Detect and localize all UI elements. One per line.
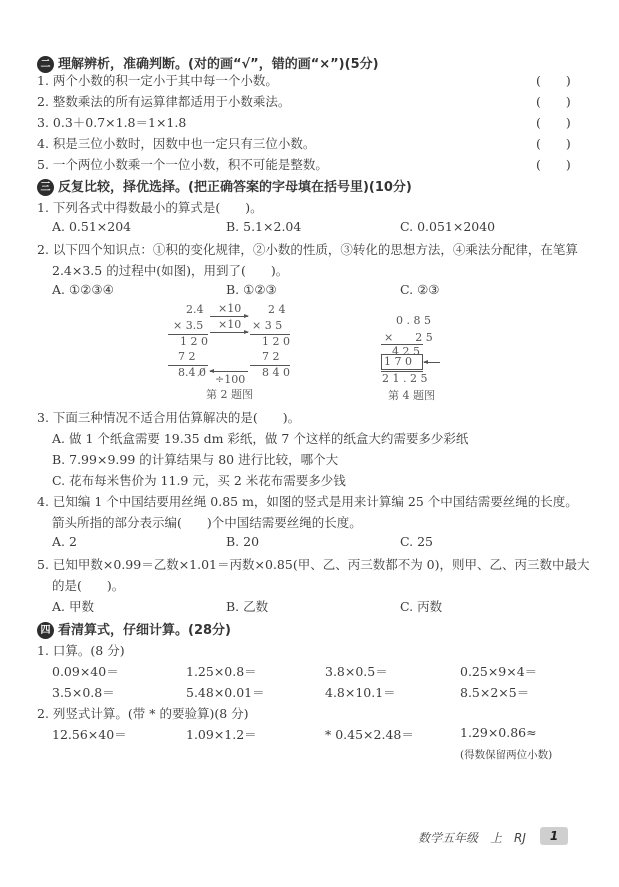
figure-caption: 第 2 题图	[206, 388, 253, 401]
section-2-header	[37, 53, 379, 73]
arrow-label: ÷100	[215, 373, 246, 386]
option-b: B. 7.99×9.99 的计算结果与 80 进行比较，哪个大	[52, 452, 339, 467]
section-title: 理解辨析，准确判断。(对的画“√”，错的画“×”)(5分)	[58, 57, 379, 72]
question-text-cont: 箭头所指的部分表示编( )个中国结需要丝绳的长度。	[52, 515, 362, 530]
option-a: A. 甲数	[52, 599, 94, 614]
section-number-badge: 三	[37, 179, 54, 196]
page-number: 1	[540, 827, 568, 845]
calc-line: 0 . 8 5	[396, 314, 431, 327]
calc-item: 5.48×0.01＝	[186, 685, 265, 700]
question-text: 5. 已知甲数×0.99＝乙数×1.01＝丙数×0.85(甲、乙、丙三数都不为 0)，则甲、乙、丙三数中最大	[37, 557, 590, 572]
calc-item: 0.25×9×4＝	[460, 664, 538, 679]
calc-line: 1 2 0	[180, 335, 208, 348]
option-b: B. ①②③	[226, 282, 277, 297]
calc-item: 1.09×1.2＝	[186, 727, 257, 742]
section-number-badge: 二	[37, 56, 54, 73]
calc-item: 3.5×0.8＝	[52, 685, 115, 700]
question-text: 5. 一个两位小数乘一个一位小数，积不可能是整数。	[37, 157, 328, 172]
figure-caption: 第 4 题图	[388, 389, 435, 402]
calc-item: 1.25×0.8＝	[186, 664, 257, 679]
answer-blank[interactable]: ( )	[536, 73, 571, 88]
calc-line: 2.4	[186, 303, 204, 316]
question-text: 3. 0.3＋0.7×1.8＝1×1.8	[37, 115, 187, 130]
section-3-header	[37, 176, 412, 196]
question-text: 4. 已知编 1 个中国结要用丝绳 0.85 m，如图的竖式是用来计算编 25 个中国结需要丝绳的长度。	[37, 494, 578, 509]
arrow-right-icon	[210, 332, 248, 333]
answer-blank[interactable]: ( )	[536, 94, 571, 109]
arrow-label: ×10	[218, 302, 242, 315]
section-number-badge: 四	[37, 622, 54, 639]
option-c: C. 25	[400, 534, 433, 549]
option-c: C. 花布每米售价为 11.9 元，买 2 米花布需要多少钱	[52, 473, 346, 488]
calc-line: 7 2	[262, 350, 280, 363]
question-text: 4. 积是三位小数时，因数中也一定只有三位小数。	[37, 136, 316, 151]
question-text: 2. 整数乘法的所有运算律都适用于小数乘法。	[37, 94, 291, 109]
calc-line: × 3 5	[252, 319, 283, 332]
option-c: C. 0.051×2040	[400, 219, 496, 234]
calc-line: 2 1 . 2 5	[382, 372, 428, 385]
book-label: 数学五年级 上 RJ	[418, 831, 526, 845]
option-b: B. 乙数	[226, 599, 269, 614]
arrow-right-icon	[210, 316, 248, 317]
option-a: A. 2	[52, 534, 77, 549]
calc-note: (得数保留两位小数)	[460, 749, 553, 761]
calc-line: × 3.5	[173, 319, 204, 332]
calc-line: 8 4 0	[262, 366, 290, 379]
section-4-header	[37, 619, 231, 639]
answer-blank[interactable]: ( )	[536, 115, 571, 130]
question-text: 3. 下面三种情况不适合用估算解决的是( )。	[37, 410, 301, 425]
option-a: A. ①②③④	[52, 282, 114, 297]
question-text-cont: 的是( )。	[52, 578, 125, 593]
calc-item: 0.09×40＝	[52, 664, 119, 679]
option-c: C. 丙数	[400, 599, 443, 614]
question-text: 2. 以下四个知识点：①积的变化规律，②小数的性质，③转化的思想方法，④乘法分配律，在笔算	[37, 242, 578, 257]
question-text: 1. 两个小数的积一定小于其中每一个小数。	[37, 73, 278, 88]
section-title: 看清算式，仔细计算。(28分)	[58, 623, 231, 638]
answer-blank[interactable]: ( )	[536, 157, 571, 172]
answer-blank[interactable]: ( )	[536, 136, 571, 151]
calc-line: 2 4	[268, 303, 286, 316]
arrow-left-icon	[424, 362, 440, 363]
option-a: A. 0.51×204	[52, 219, 132, 234]
calc-item: 3.8×0.5＝	[325, 664, 388, 679]
calc-item: 1.29×0.86≈	[460, 725, 537, 740]
calc-item: 8.5×2×5＝	[460, 685, 530, 700]
calc-item: * 0.45×2.48＝	[325, 727, 414, 742]
calc-item: 12.56×40＝	[52, 727, 127, 742]
question-text-cont: 2.4×3.5 的过程中(如图)，用到了( )。	[52, 263, 289, 278]
section-title: 反复比较，择优选择。(把正确答案的字母填在括号里)(10分)	[58, 180, 412, 195]
option-c: C. ②③	[400, 282, 440, 297]
option-a: A. 做 1 个纸盒需要 19.35 dm 彩纸，做 7 个这样的纸盒大约需要多少彩纸	[52, 431, 469, 446]
option-b: B. 20	[226, 534, 260, 549]
calc-line: 7 2	[178, 350, 196, 363]
calc-item: 4.8×10.1＝	[325, 685, 396, 700]
question-text: 2. 列竖式计算。(带 * 的要验算)(8 分)	[37, 706, 249, 721]
calc-line: 8.4 0̸	[178, 366, 206, 379]
question-text: 1. 口算。(8 分)	[37, 643, 125, 658]
option-b: B. 5.1×2.04	[226, 219, 302, 234]
calc-line: 4 2 5	[392, 345, 420, 358]
calc-line: × 2 5	[384, 331, 433, 344]
arrow-left-icon	[210, 371, 248, 372]
calc-line: 1 7 0	[384, 355, 412, 368]
arrow-label: ×10	[218, 318, 242, 331]
question-text: 1. 下列各式中得数最小的算式是( )。	[37, 200, 263, 215]
calc-line: 1 2 0	[262, 335, 290, 348]
